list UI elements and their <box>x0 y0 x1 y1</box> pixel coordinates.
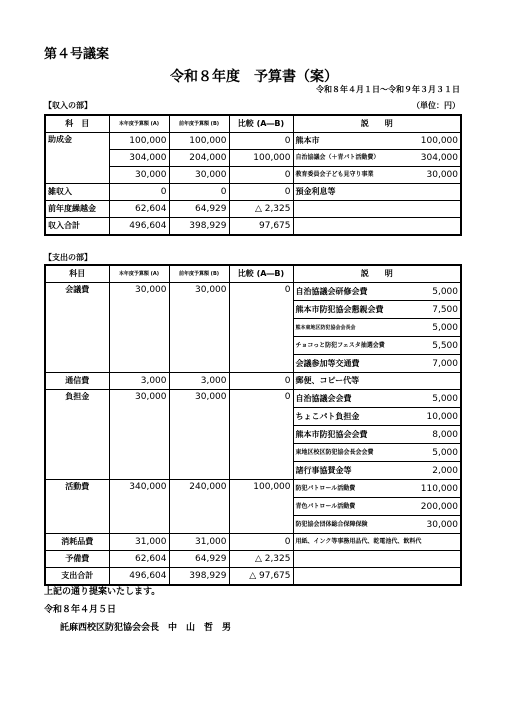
diff-amount: △ 97,675 <box>229 568 293 586</box>
diff-amount: 0 <box>229 373 293 390</box>
desc-amount: 8,000 <box>432 429 458 440</box>
desc-cell <box>293 167 461 184</box>
desc-label: 自治協議会（＋青パト活動費） <box>295 154 380 161</box>
item-label: 会議費 <box>45 283 109 373</box>
diff-amount: 0 <box>229 167 293 184</box>
item-label: 収入合計 <box>45 218 109 236</box>
item-label: 雑収入 <box>45 184 109 201</box>
desc-cell <box>293 184 461 201</box>
desc-cell <box>293 337 461 355</box>
desc-amount: 7,000 <box>432 358 458 369</box>
desc-label: 熊本市 <box>295 136 320 145</box>
previous-amount: 204,000 <box>169 150 229 167</box>
table-row <box>45 283 461 301</box>
desc-label: 自治協議会研修会費 <box>295 286 368 296</box>
table-row <box>45 184 461 201</box>
col-diff: 比較 (A―B) <box>229 115 293 133</box>
previous-amount: 64,929 <box>169 201 229 218</box>
desc-label: 防犯協会団体総合保障保険 <box>295 520 368 528</box>
previous-amount: 0 <box>169 184 229 201</box>
desc-amount: 100,000 <box>420 136 458 146</box>
table-row <box>45 133 461 150</box>
desc-label: 預金利息等 <box>295 187 336 196</box>
diff-amount: 0 <box>229 283 293 373</box>
desc-cell <box>293 133 461 150</box>
expense-heading: 【支出の部】 <box>44 253 92 262</box>
current-amount: 340,000 <box>109 480 169 534</box>
income-table <box>44 114 462 236</box>
desc-amount: 5,000 <box>432 322 458 333</box>
desc-cell <box>293 462 461 480</box>
desc-label: 自治協議会会費 <box>295 393 352 403</box>
current-amount: 3,000 <box>109 373 169 390</box>
desc-cell <box>293 408 461 426</box>
col-previous: 前年度予算額 (B) <box>169 265 229 283</box>
desc-cell <box>293 568 461 586</box>
page-title: 令和８年度 予算書（案） <box>170 69 338 85</box>
desc-cell <box>293 390 461 408</box>
table-row <box>45 373 461 390</box>
col-current: 本年度予算額 (A) <box>109 265 169 283</box>
current-amount: 62,604 <box>109 201 169 218</box>
diff-amount: △ 2,325 <box>229 551 293 568</box>
desc-amount: 200,000 <box>420 501 458 512</box>
current-amount: 30,000 <box>109 390 169 480</box>
desc-amount: 5,500 <box>432 340 458 351</box>
desc-label: 教育委員会子ども見守り事業 <box>295 171 374 178</box>
diff-amount: 97,675 <box>229 218 293 236</box>
previous-amount: 398,929 <box>169 568 229 586</box>
previous-amount: 3,000 <box>169 373 229 390</box>
item-label: 活動費 <box>45 480 109 534</box>
desc-amount: 5,000 <box>432 393 458 404</box>
current-amount: 0 <box>109 184 169 201</box>
current-amount: 304,000 <box>109 150 169 167</box>
previous-amount: 398,929 <box>169 218 229 236</box>
col-desc: 説 明 <box>293 115 461 133</box>
previous-amount: 31,000 <box>169 534 229 551</box>
desc-cell <box>293 498 461 516</box>
expense-table <box>44 264 462 586</box>
desc-label: 会議参加等交通費 <box>295 358 360 368</box>
desc-cell <box>293 150 461 167</box>
diff-amount: 0 <box>229 184 293 201</box>
item-label: 前年度繰越金 <box>45 201 109 218</box>
desc-cell <box>293 355 461 373</box>
desc-amount: 2,000 <box>432 465 458 476</box>
item-label: 支出合計 <box>45 568 109 586</box>
col-kamoku: 科目 <box>45 265 109 283</box>
col-previous: 前年度予算額 (B) <box>169 115 229 133</box>
desc-label: 諸行事協賛金等 <box>295 465 352 475</box>
signer: 託麻西校区防犯協会会長 中 山 哲 男 <box>60 623 232 633</box>
desc-cell <box>293 283 461 301</box>
desc-label: 熊本市防犯協会会費 <box>295 429 368 439</box>
budget-period: 令和８年４月１日～令和９年３月３１日 <box>316 85 460 94</box>
current-amount: 496,604 <box>109 568 169 586</box>
table-row <box>45 551 461 568</box>
desc-amount: 30,000 <box>426 519 458 530</box>
desc-cell <box>293 444 461 462</box>
desc-label: 熊本東地区防犯協会会長会 <box>295 324 356 331</box>
previous-amount: 64,929 <box>169 551 229 568</box>
item-label: 助成金 <box>45 133 109 184</box>
diff-amount: 100,000 <box>229 150 293 167</box>
desc-cell <box>293 551 461 568</box>
desc-cell <box>293 373 461 390</box>
unit-label: （単位：円） <box>412 101 460 110</box>
table-row <box>45 480 461 498</box>
current-amount: 100,000 <box>109 133 169 150</box>
desc-label: 熊本市防犯協会懇親会費 <box>295 304 384 314</box>
item-label: 負担金 <box>45 390 109 480</box>
col-current: 本年度予算額 (A) <box>109 115 169 133</box>
previous-amount: 240,000 <box>169 480 229 534</box>
desc-amount: 5,000 <box>432 286 458 297</box>
proposal-date: 令和８年４月５日 <box>44 605 117 615</box>
desc-amount: 5,000 <box>432 447 458 458</box>
table-row <box>45 218 461 236</box>
table-row <box>45 568 461 586</box>
previous-amount: 30,000 <box>169 283 229 373</box>
diff-amount: 0 <box>229 133 293 150</box>
income-heading: 【収入の部】 <box>44 101 92 110</box>
item-label: 消耗品費 <box>45 534 109 551</box>
desc-label: チョコっと防犯フェスタ抽選会費 <box>295 341 385 349</box>
diff-amount: △ 2,325 <box>229 201 293 218</box>
desc-amount: 110,000 <box>420 483 458 494</box>
desc-amount: 304,000 <box>420 153 458 163</box>
previous-amount: 30,000 <box>169 167 229 184</box>
desc-amount: 30,000 <box>426 170 458 180</box>
table-row <box>45 390 461 408</box>
diff-amount: 0 <box>229 390 293 480</box>
diff-amount: 0 <box>229 534 293 551</box>
item-label: 通信費 <box>45 373 109 390</box>
current-amount: 31,000 <box>109 534 169 551</box>
diff-amount: 100,000 <box>229 480 293 534</box>
agenda-number: 第４号議案 <box>44 47 110 62</box>
desc-label: 防犯パトロール活動費 <box>295 484 356 492</box>
current-amount: 30,000 <box>109 167 169 184</box>
col-diff: 比較 (A―B) <box>229 265 293 283</box>
desc-cell <box>293 480 461 498</box>
proposal-text: 上記の通り提案いたします。 <box>44 587 161 597</box>
desc-label: 東地区校区防犯協会長会会費 <box>295 448 374 456</box>
desc-label: 郵便、コピー代等 <box>295 376 360 385</box>
previous-amount: 30,000 <box>169 390 229 480</box>
desc-cell <box>293 319 461 337</box>
desc-label: ちょこパト負担金 <box>295 411 360 421</box>
desc-cell <box>293 201 461 218</box>
desc-cell <box>293 534 461 551</box>
col-desc: 説 明 <box>293 265 461 283</box>
desc-amount: 10,000 <box>426 411 458 422</box>
desc-amount: 7,500 <box>432 304 458 315</box>
desc-cell <box>293 426 461 444</box>
desc-cell <box>293 218 461 236</box>
previous-amount: 100,000 <box>169 133 229 150</box>
desc-label: 青色パトロール活動費 <box>295 502 356 510</box>
col-kamoku: 科 目 <box>45 115 109 133</box>
desc-cell <box>293 301 461 319</box>
item-label: 予備費 <box>45 551 109 568</box>
current-amount: 62,604 <box>109 551 169 568</box>
desc-cell <box>293 516 461 534</box>
table-row <box>45 534 461 551</box>
current-amount: 30,000 <box>109 283 169 373</box>
desc-label: 用紙、インク等事務用品代、乾電池代、飲料代 <box>295 538 422 545</box>
current-amount: 496,604 <box>109 218 169 236</box>
table-row <box>45 201 461 218</box>
